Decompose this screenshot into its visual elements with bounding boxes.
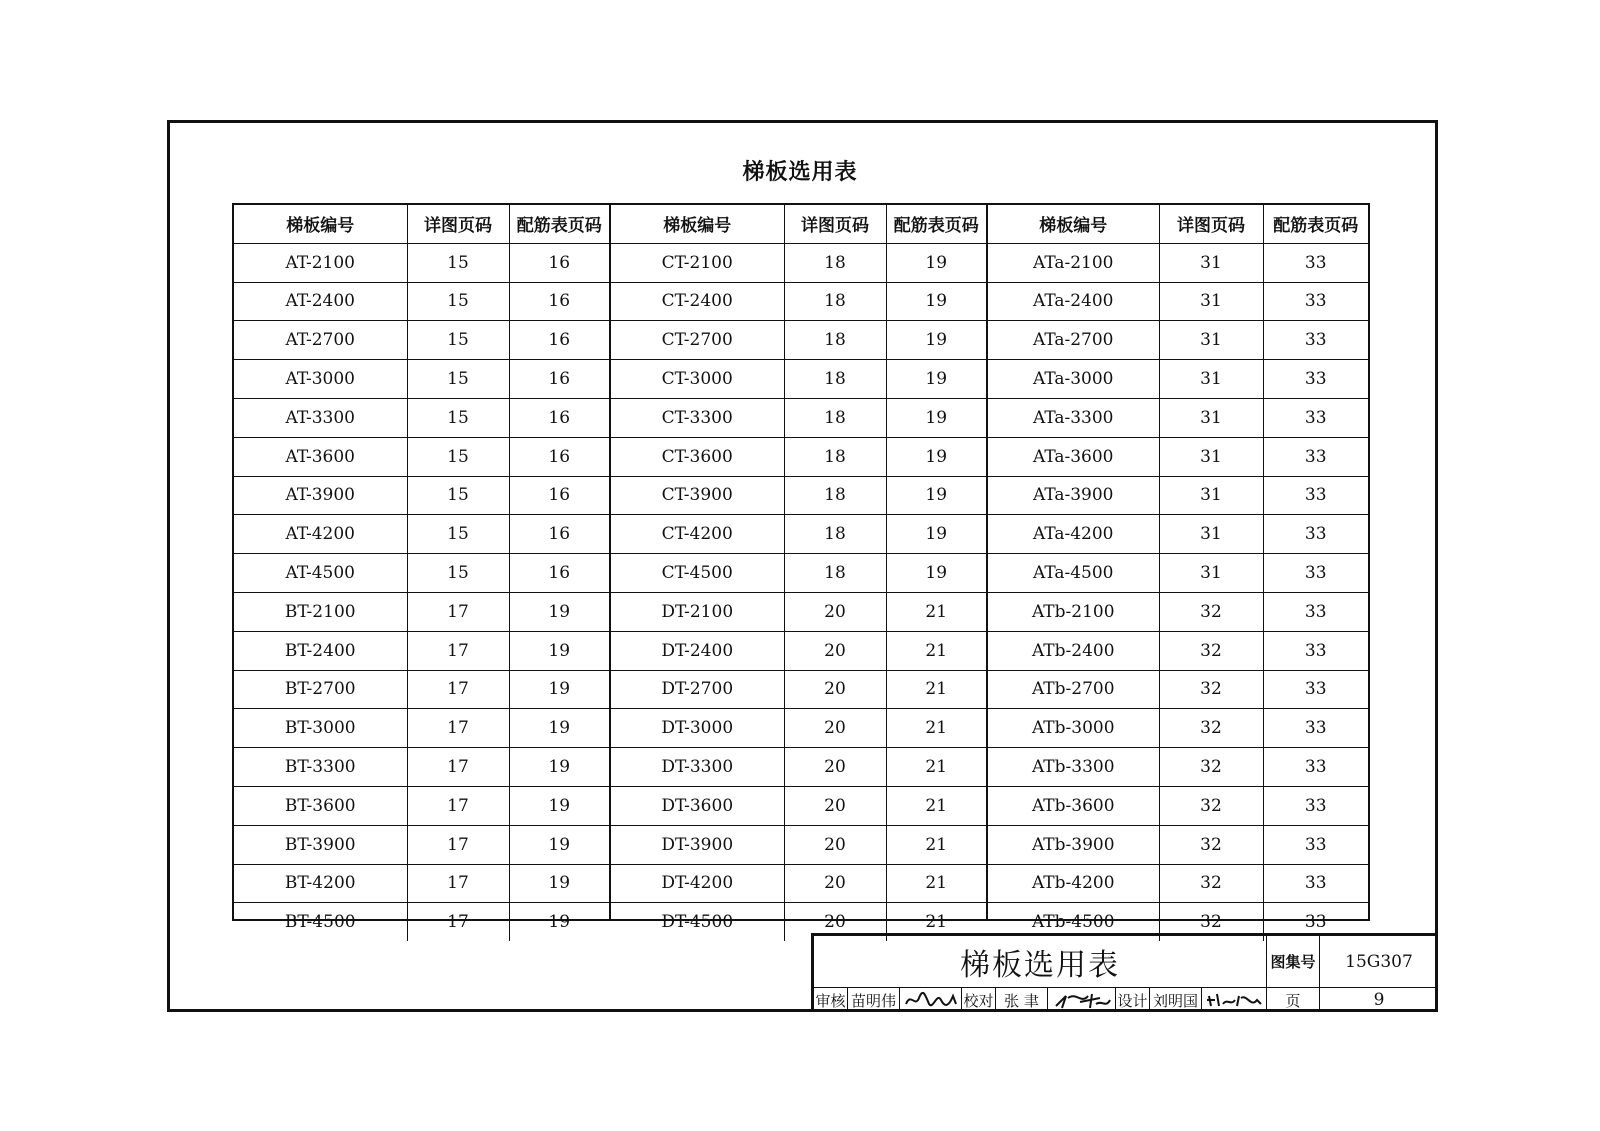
cell-rebar-page: 33 [1263,282,1368,321]
cell-rebar-page: 33 [1263,398,1368,437]
cell-rebar-page: 19 [509,825,609,864]
table-row [234,398,609,437]
table-group-2 [611,205,986,941]
cell-code: ATb-2100 [988,592,1159,631]
cell-detail-page: 18 [784,476,886,515]
cell-code: DT-2100 [611,592,784,631]
table-row [611,243,986,282]
cell-rebar-page: 21 [886,709,986,748]
cell-detail-page: 31 [1159,476,1263,515]
cell-rebar-page: 33 [1263,437,1368,476]
cell-detail-page: 32 [1159,825,1263,864]
cell-detail-page: 18 [784,321,886,360]
cell-rebar-page: 16 [509,476,609,515]
cell-rebar-page: 16 [509,282,609,321]
table-row [234,903,609,941]
cell-rebar-page: 19 [509,709,609,748]
cell-code: BT-4200 [234,864,407,903]
cell-detail-page: 17 [407,709,509,748]
cell-detail-page: 18 [784,554,886,593]
table-row [611,360,986,399]
table-row [988,748,1368,787]
cell-detail-page: 17 [407,825,509,864]
header-detail-page: 详图页码 [407,205,509,243]
table-row [988,592,1368,631]
cell-code: CT-3300 [611,398,784,437]
cell-rebar-page: 21 [886,825,986,864]
cell-rebar-page: 19 [509,592,609,631]
cell-rebar-page: 16 [509,437,609,476]
cell-detail-page: 17 [407,592,509,631]
cell-rebar-page: 33 [1263,709,1368,748]
design-label: 设计 [1116,988,1150,1012]
cell-detail-page: 31 [1159,360,1263,399]
page-number: 9 [1373,990,1385,1010]
cell-detail-page: 20 [784,592,886,631]
cell-detail-page: 20 [784,903,886,941]
cell-detail-page: 18 [784,243,886,282]
cell-rebar-page: 33 [1263,864,1368,903]
cell-detail-page: 31 [1159,321,1263,360]
table-row [234,476,609,515]
table-row [234,670,609,709]
table-row [611,321,986,360]
table-row [611,398,986,437]
table-row [611,825,986,864]
header-code: 梯板编号 [988,205,1159,243]
table-row [234,592,609,631]
table-row [611,437,986,476]
group-body [988,243,1368,941]
table-row [611,592,986,631]
cell-code: ATa-4500 [988,554,1159,593]
cell-code: ATa-2100 [988,243,1159,282]
table-row [988,476,1368,515]
table-row [234,554,609,593]
cell-detail-page: 15 [407,476,509,515]
cell-detail-page: 32 [1159,786,1263,825]
cell-code: ATa-4200 [988,515,1159,554]
cell-rebar-page: 19 [886,515,986,554]
table-row [988,282,1368,321]
cell-rebar-page: 33 [1263,243,1368,282]
table-row [611,670,986,709]
cell-detail-page: 15 [407,437,509,476]
cell-code: BT-2100 [234,592,407,631]
selection-table [232,203,1370,933]
cell-code: ATb-3300 [988,748,1159,787]
cell-code: ATa-3300 [988,398,1159,437]
cell-detail-page: 18 [784,398,886,437]
cell-rebar-page: 19 [509,786,609,825]
cell-rebar-page: 19 [886,360,986,399]
table-row [234,360,609,399]
cell-rebar-page: 21 [886,786,986,825]
cell-rebar-page: 19 [509,748,609,787]
cell-code: ATa-3000 [988,360,1159,399]
table-row [611,864,986,903]
cell-rebar-page: 21 [886,864,986,903]
cell-code: BT-3000 [234,709,407,748]
cell-code: BT-4500 [234,903,407,941]
cell-detail-page: 17 [407,748,509,787]
cell-code: DT-4200 [611,864,784,903]
cell-rebar-page: 21 [886,592,986,631]
cell-code: DT-3600 [611,786,784,825]
cell-code: ATa-2400 [988,282,1159,321]
cell-detail-page: 20 [784,709,886,748]
cell-code: AT-4200 [234,515,407,554]
cell-rebar-page: 16 [509,360,609,399]
cell-rebar-page: 21 [886,631,986,670]
cell-detail-page: 32 [1159,670,1263,709]
cell-code: BT-2400 [234,631,407,670]
table-row [988,398,1368,437]
cell-rebar-page: 19 [886,282,986,321]
review-label: 审核 [814,988,848,1012]
cell-rebar-page: 33 [1263,670,1368,709]
table-row [988,554,1368,593]
cell-code: BT-2700 [234,670,407,709]
cell-rebar-page: 33 [1263,825,1368,864]
cell-detail-page: 31 [1159,282,1263,321]
cell-code: ATa-2700 [988,321,1159,360]
cell-code: CT-4200 [611,515,784,554]
cell-detail-page: 18 [784,437,886,476]
cell-detail-page: 31 [1159,243,1263,282]
table-row [611,476,986,515]
table-row [234,321,609,360]
table-row [988,243,1368,282]
cell-code: ATa-3600 [988,437,1159,476]
table-row [611,515,986,554]
cell-code: AT-2700 [234,321,407,360]
cell-detail-page: 31 [1159,554,1263,593]
cell-rebar-page: 19 [509,903,609,941]
cell-rebar-page: 19 [886,476,986,515]
cell-detail-page: 32 [1159,592,1263,631]
header-rebar-page: 配筋表页码 [886,205,986,243]
review-signature [900,988,962,1012]
cell-detail-page: 15 [407,282,509,321]
table-row [611,748,986,787]
cell-code: AT-4500 [234,554,407,593]
cell-code: AT-2400 [234,282,407,321]
cell-code: ATb-2700 [988,670,1159,709]
header-detail-page: 详图页码 [1159,205,1263,243]
cell-code: BT-3300 [234,748,407,787]
cell-detail-page: 15 [407,321,509,360]
cell-code: CT-2700 [611,321,784,360]
cell-code: DT-3000 [611,709,784,748]
cell-rebar-page: 33 [1263,321,1368,360]
header-detail-page: 详图页码 [784,205,886,243]
cell-detail-page: 20 [784,786,886,825]
cell-rebar-page: 16 [509,321,609,360]
cell-code: CT-2400 [611,282,784,321]
cell-rebar-page: 33 [1263,476,1368,515]
design-signature [1202,988,1266,1012]
check-signature [1048,988,1116,1012]
table-row [988,825,1368,864]
cell-rebar-page: 21 [886,748,986,787]
cell-rebar-page: 19 [509,631,609,670]
cell-detail-page: 31 [1159,437,1263,476]
cell-code: ATb-3000 [988,709,1159,748]
cell-code: AT-3000 [234,360,407,399]
cell-detail-page: 31 [1159,515,1263,554]
header-rebar-page: 配筋表页码 [509,205,609,243]
cell-code: ATb-4500 [988,903,1159,941]
approval-row [814,988,1267,1012]
header-rebar-page: 配筋表页码 [1263,205,1368,243]
cell-code: ATa-3900 [988,476,1159,515]
atlas-number: 15G307 [1320,936,1438,988]
cell-detail-page: 20 [784,670,886,709]
cell-rebar-page: 33 [1263,903,1368,941]
cell-code: ATb-3600 [988,786,1159,825]
cell-detail-page: 20 [784,748,886,787]
cell-detail-page: 18 [784,282,886,321]
cell-detail-page: 15 [407,515,509,554]
cell-detail-page: 32 [1159,709,1263,748]
cell-code: DT-3300 [611,748,784,787]
table-row [611,282,986,321]
cell-detail-page: 18 [784,515,886,554]
cell-rebar-page: 16 [509,243,609,282]
page-title: 梯板选用表 [742,160,858,185]
cell-rebar-page: 16 [509,398,609,437]
cell-code: AT-3300 [234,398,407,437]
table-row [611,631,986,670]
cell-detail-page: 32 [1159,903,1263,941]
table-row [988,670,1368,709]
table-row [988,321,1368,360]
cell-code: CT-3900 [611,476,784,515]
check-name: 张 聿 [996,988,1048,1012]
cell-detail-page: 15 [407,554,509,593]
cell-rebar-page: 19 [886,554,986,593]
cell-rebar-page: 21 [886,903,986,941]
cell-code: AT-3600 [234,437,407,476]
table-group-1 [234,205,609,941]
table-row [234,864,609,903]
cell-code: BT-3900 [234,825,407,864]
cell-rebar-page: 19 [886,437,986,476]
table-row [234,709,609,748]
table-row [611,554,986,593]
cell-code: DT-2700 [611,670,784,709]
table-row [988,515,1368,554]
cell-rebar-page: 19 [886,398,986,437]
cell-detail-page: 32 [1159,864,1263,903]
table-row [234,437,609,476]
table-row [234,282,609,321]
title-block [811,933,1438,1012]
cell-detail-page: 17 [407,631,509,670]
table-row [234,515,609,554]
cell-detail-page: 15 [407,243,509,282]
cell-rebar-page: 33 [1263,515,1368,554]
table-row [988,864,1368,903]
table-row [988,709,1368,748]
cell-rebar-page: 19 [886,243,986,282]
design-name: 刘明国 [1150,988,1202,1012]
cell-rebar-page: 16 [509,554,609,593]
cell-detail-page: 31 [1159,398,1263,437]
table-row [988,786,1368,825]
page-label: 页 [1267,988,1320,1012]
table-row [988,631,1368,670]
cell-detail-page: 17 [407,786,509,825]
cell-detail-page: 15 [407,398,509,437]
table-row [988,360,1368,399]
cell-code: BT-3600 [234,786,407,825]
table-row [611,709,986,748]
table-group-3 [988,205,1368,941]
cell-rebar-page: 19 [509,864,609,903]
cell-detail-page: 15 [407,360,509,399]
cell-rebar-page: 33 [1263,631,1368,670]
cell-detail-page: 17 [407,670,509,709]
cell-rebar-page: 33 [1263,748,1368,787]
cell-code: AT-3900 [234,476,407,515]
cell-code: DT-3900 [611,825,784,864]
cell-rebar-page: 33 [1263,360,1368,399]
cell-detail-page: 32 [1159,748,1263,787]
cell-detail-page: 17 [407,903,509,941]
cell-code: DT-4500 [611,903,784,941]
header-code: 梯板编号 [611,205,784,243]
table-row [234,631,609,670]
cell-code: AT-2100 [234,243,407,282]
group-body [234,243,609,941]
cell-code: CT-2100 [611,243,784,282]
atlas-label: 图集号 [1267,936,1320,988]
cell-rebar-page: 16 [509,515,609,554]
cell-code: CT-3000 [611,360,784,399]
cell-detail-page: 20 [784,631,886,670]
table-row [234,748,609,787]
cell-detail-page: 20 [784,825,886,864]
cell-detail-page: 20 [784,864,886,903]
cell-rebar-page: 33 [1263,786,1368,825]
cell-rebar-page: 19 [886,321,986,360]
drawing-title: 梯板选用表 [814,936,1267,988]
table-row [611,786,986,825]
cell-rebar-page: 19 [509,670,609,709]
cell-code: ATb-4200 [988,864,1159,903]
table-row [234,786,609,825]
table-row [234,825,609,864]
cell-rebar-page: 33 [1263,554,1368,593]
cell-code: CT-3600 [611,437,784,476]
cell-rebar-page: 21 [886,670,986,709]
cell-rebar-page: 33 [1263,592,1368,631]
table-row [988,437,1368,476]
cell-code: ATb-2400 [988,631,1159,670]
group-body [611,243,986,941]
cell-code: ATb-3900 [988,825,1159,864]
review-name: 苗明伟 [848,988,900,1012]
table-row [234,243,609,282]
cell-code: DT-2400 [611,631,784,670]
header-code: 梯板编号 [234,205,407,243]
cell-detail-page: 17 [407,864,509,903]
cell-code: CT-4500 [611,554,784,593]
check-label: 校对 [962,988,996,1012]
cell-detail-page: 18 [784,360,886,399]
cell-detail-page: 32 [1159,631,1263,670]
